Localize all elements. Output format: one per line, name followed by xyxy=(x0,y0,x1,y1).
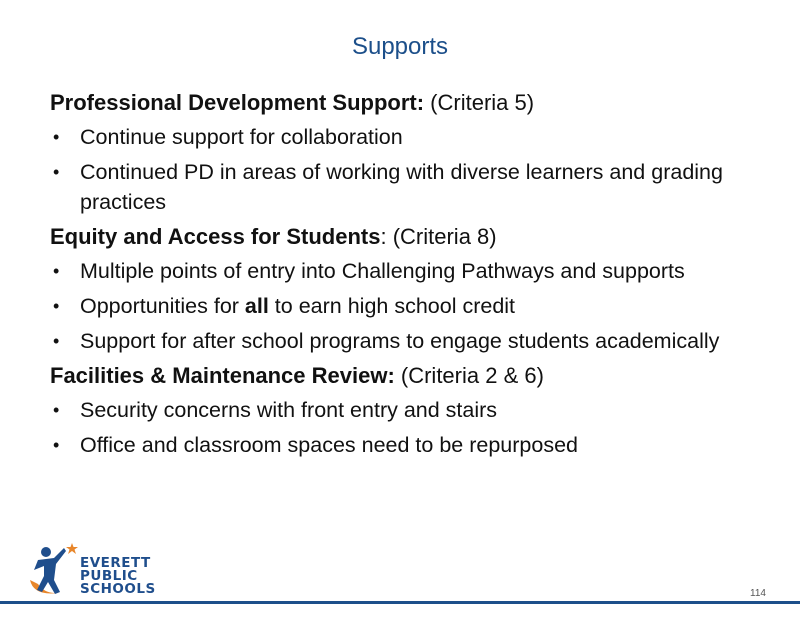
logo-wordmark xyxy=(80,557,156,596)
bullet-text: Multiple points of entry into Challenging Pathways and supports xyxy=(80,259,685,283)
bullet-icon: • xyxy=(53,400,60,420)
bullet-list xyxy=(50,256,750,356)
bullet-icon: • xyxy=(53,162,60,182)
bullet-text: Opportunities for xyxy=(80,294,245,318)
bullet-icon: • xyxy=(53,435,60,455)
bullet-icon: • xyxy=(53,296,60,316)
list-item xyxy=(50,395,750,425)
bullet-list xyxy=(50,122,750,217)
bullet-list xyxy=(50,395,750,460)
section-heading xyxy=(50,361,750,391)
section-equity-access xyxy=(50,222,750,356)
bullet-text: Office and classroom spaces need to be repurposed xyxy=(80,433,578,457)
bullet-text: Support for after school programs to engage students academically xyxy=(80,329,720,353)
list-item xyxy=(50,157,750,217)
heading-criteria: : (Criteria 8) xyxy=(380,224,497,249)
footer-divider xyxy=(0,601,800,604)
bullet-text: Continued PD in areas of working with diverse learners and grading practices xyxy=(80,160,723,214)
bullet-text: Security concerns with front entry and stairs xyxy=(80,398,498,422)
section-heading xyxy=(50,222,750,252)
list-item xyxy=(50,430,750,460)
heading-criteria: (Criteria 2 & 6) xyxy=(394,363,544,388)
bullet-icon: • xyxy=(53,127,60,147)
section-professional-development xyxy=(50,88,750,217)
heading-bold: Equity and Access for Students xyxy=(50,224,381,249)
page-number: 114 xyxy=(750,588,766,599)
slide-title: Supports xyxy=(351,33,449,60)
bullet-text-after: to earn high school credit xyxy=(268,294,516,318)
logo-line: EVERETT xyxy=(80,555,151,571)
list-item xyxy=(50,122,750,152)
logo-line: PUBLIC xyxy=(80,568,138,584)
section-heading xyxy=(50,88,750,118)
bullet-icon: • xyxy=(53,261,60,281)
bullet-icon: • xyxy=(53,331,60,351)
section-facilities xyxy=(50,361,750,460)
slide-content xyxy=(50,88,750,465)
heading-bold: Facilities & Maintenance Review: xyxy=(50,363,395,388)
heading-bold: Professional Development Support: xyxy=(50,90,425,115)
list-item xyxy=(50,291,750,321)
logo-line: SCHOOLS xyxy=(80,581,156,597)
list-item xyxy=(50,256,750,286)
bullet-text: Continue support for collaboration xyxy=(80,125,403,149)
list-item xyxy=(50,326,750,356)
bullet-emphasis: all xyxy=(244,294,269,318)
heading-criteria: (Criteria 5) xyxy=(424,90,535,115)
